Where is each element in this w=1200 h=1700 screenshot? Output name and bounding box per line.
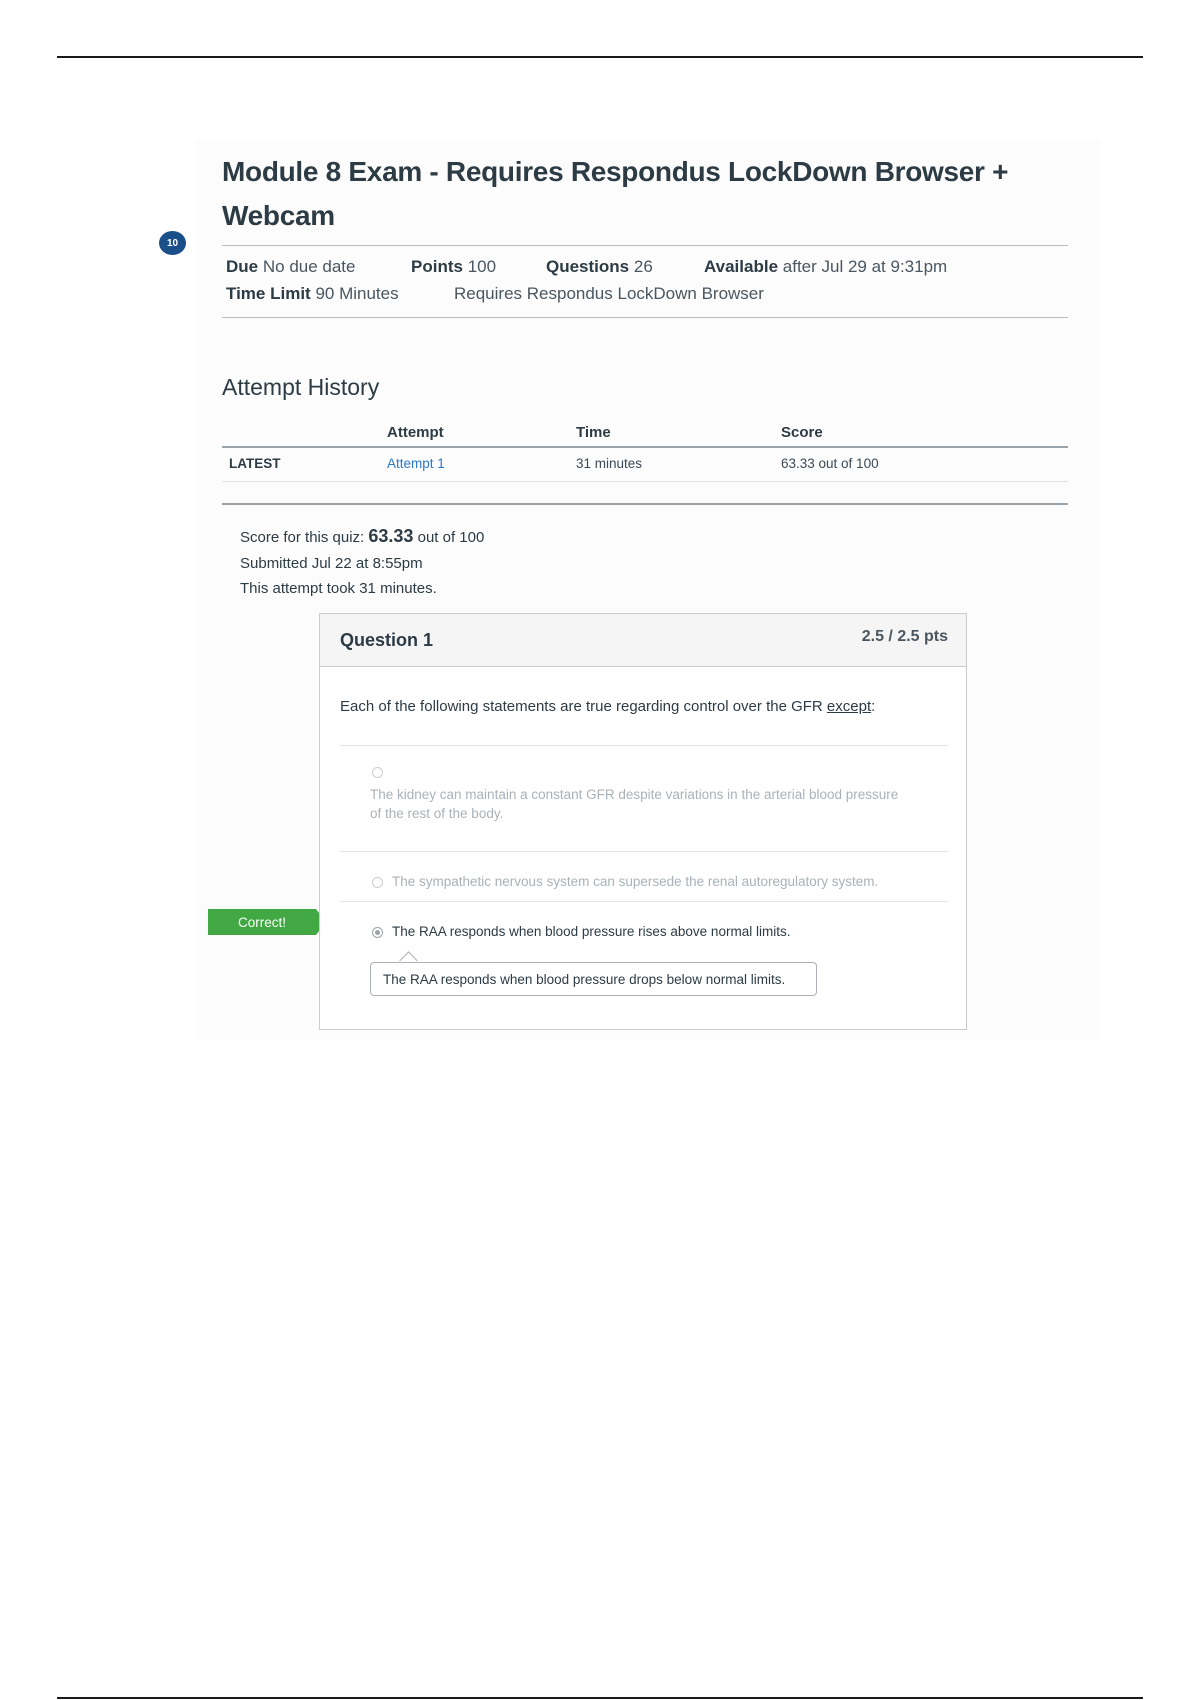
score-value: 63.33 [368, 526, 414, 546]
due-label: Due [226, 257, 259, 276]
available-value: after Jul 29 at 9:31pm [782, 257, 948, 276]
quiz-title: Module 8 Exam - Requires Respondus LockDown Browser + Webcam [222, 156, 1009, 231]
col-header-attempt: Attempt [387, 424, 444, 441]
question-header [320, 614, 966, 667]
correct-label: Correct! [208, 909, 316, 935]
attempt-1-link[interactable]: Attempt 1 [387, 456, 445, 471]
attempt-time: 31 minutes [576, 456, 643, 471]
attempt-history-heading: Attempt History [222, 374, 380, 400]
points-value: 100 [467, 257, 497, 276]
question-text-main: Each of the following statements are true regarding control over the GFR [340, 698, 823, 715]
history-bottom-divider [222, 503, 1068, 505]
answer-1-line2: of the rest of the body. [370, 806, 504, 821]
time-limit-label: Time Limit [226, 284, 311, 303]
question-title: Question 1 [340, 630, 434, 650]
question-card [319, 613, 967, 1030]
question-text [340, 698, 875, 715]
lockdown-note: Requires Respondus LockDown Browser [454, 284, 764, 303]
answer-3-text: The RAA responds when blood pressure rises above normal limits. [392, 924, 791, 939]
available-meta [704, 257, 947, 277]
time-limit-meta [226, 284, 399, 304]
notification-badge: 10 [159, 231, 186, 255]
points-meta [411, 257, 496, 277]
question-points: 2.5 / 2.5 pts [861, 628, 948, 645]
score-prefix: Score for this quiz: [240, 529, 365, 546]
answer-2-radio[interactable] [372, 877, 383, 888]
time-limit-value: 90 Minutes [315, 284, 399, 303]
answer-divider [340, 851, 948, 852]
answer-comment: The RAA responds when blood pressure drops below normal limits. [370, 962, 817, 996]
correct-answer-flag [208, 909, 326, 935]
questions-label: Questions [546, 257, 630, 276]
duration-text: This attempt took 31 minutes. [240, 580, 437, 597]
history-header-divider [222, 446, 1068, 448]
answer-divider [340, 901, 948, 902]
answer-1-text [370, 785, 898, 823]
page-top-rule [57, 56, 1143, 58]
col-header-time: Time [576, 424, 611, 441]
answer-1-radio[interactable] [372, 767, 383, 778]
due-value: No due date [262, 257, 356, 276]
submitted-text: Submitted Jul 22 at 8:55pm [240, 555, 423, 572]
col-header-score: Score [781, 424, 823, 441]
answer-3-radio-selected[interactable] [372, 927, 383, 938]
answer-2-text: The sympathetic nervous system can supersede the renal autoregulatory system. [392, 874, 879, 889]
due-meta [226, 257, 356, 277]
attempt-score: 63.33 out of 100 [781, 456, 879, 471]
meta-bottom-divider [222, 317, 1068, 318]
attempt-link[interactable] [387, 456, 445, 471]
score-suffix: out of 100 [417, 529, 485, 546]
page-bottom-rule [57, 1697, 1143, 1699]
questions-value: 26 [633, 257, 653, 276]
points-label: Points [411, 257, 463, 276]
questions-meta [546, 257, 653, 277]
answer-1-line1: The kidney can maintain a constant GFR despite variations in the arterial blood pressure [370, 787, 899, 802]
row-label-latest: LATEST [229, 456, 281, 471]
available-label: Available [704, 257, 779, 276]
meta-top-divider [222, 245, 1068, 246]
answer-divider [340, 745, 948, 746]
score-summary [240, 526, 484, 547]
question-text-emphasis: except [826, 698, 872, 715]
history-row-divider [222, 481, 1068, 482]
question-text-end: : [871, 698, 876, 715]
